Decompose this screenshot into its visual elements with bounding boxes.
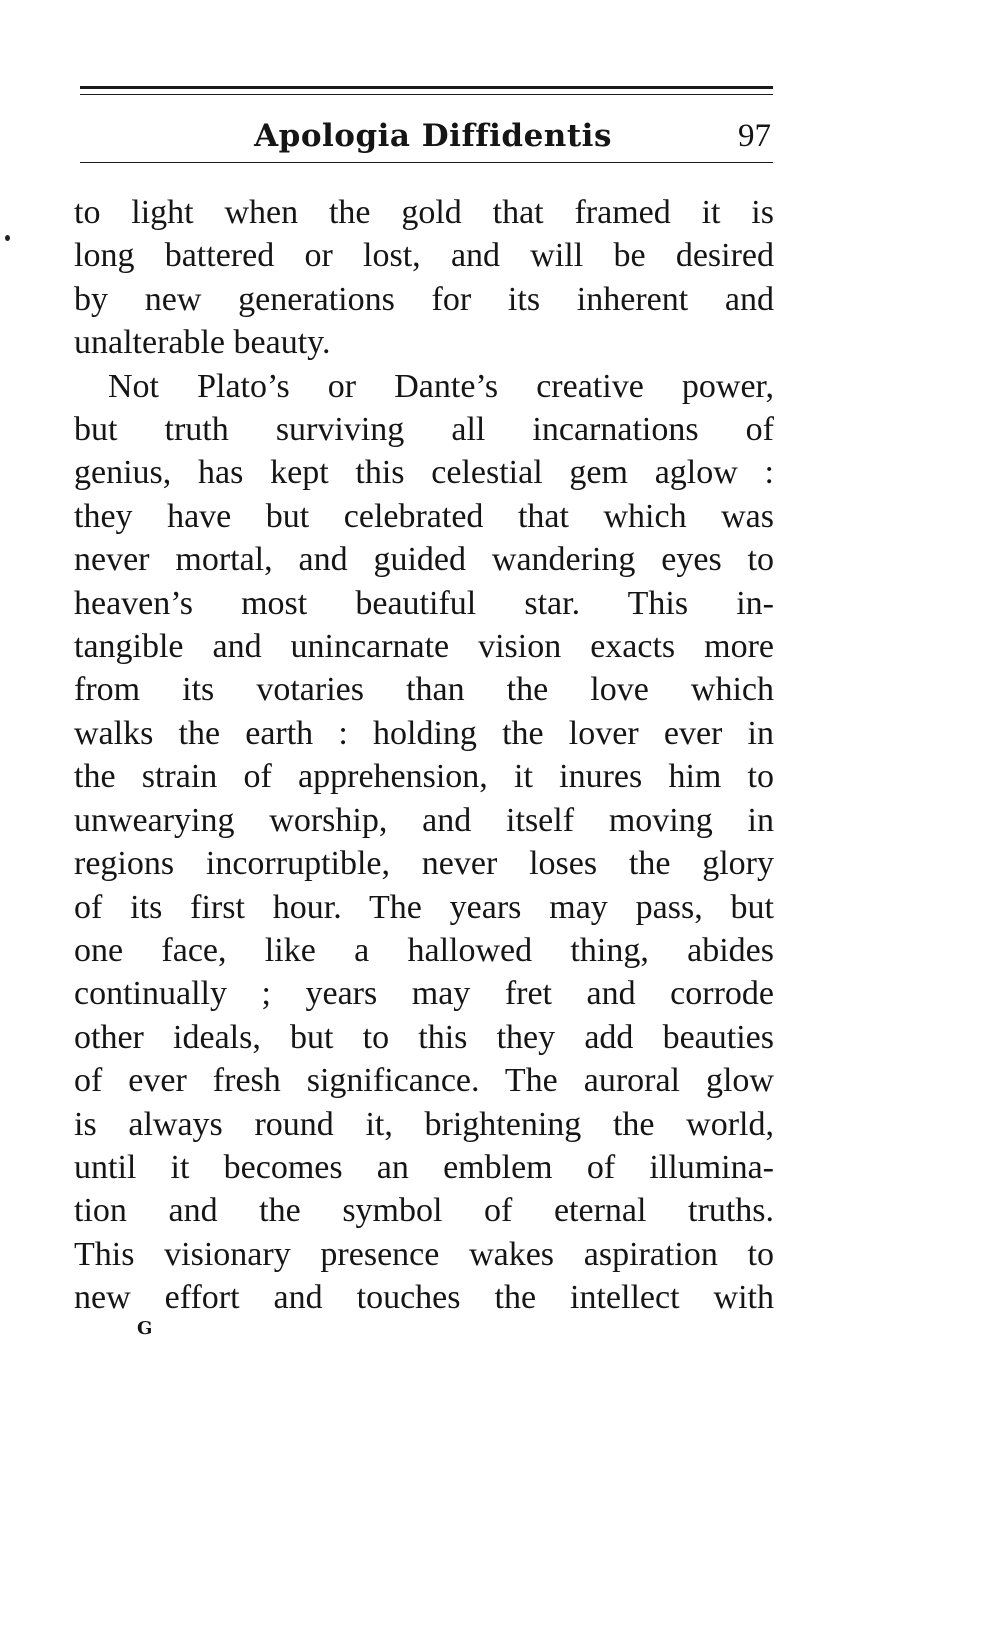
header-rule-thin-bottom: [80, 162, 773, 163]
text-line: new effort and touches the intellect with: [74, 1279, 774, 1317]
text-line: they have but celebrated that which was: [74, 497, 774, 535]
text-line: continually ; years may fret and corrode: [74, 975, 774, 1013]
text-line: until it becomes an emblem of illumina-: [74, 1148, 774, 1186]
text-line: of its first hour. The years may pass, but: [74, 888, 774, 926]
text-line: from its votaries than the love which: [74, 671, 774, 709]
header-rule-thick: [80, 86, 773, 89]
text-line: but truth surviving all incarnations of: [74, 411, 774, 449]
running-head: [80, 114, 773, 162]
text-line: Not Plato’s or Dante’s creative power,: [108, 367, 774, 405]
page-number: 97: [738, 118, 771, 154]
text-line: tion and the symbol of eternal truths.: [74, 1192, 774, 1230]
text-line: to light when the gold that framed it is: [74, 194, 774, 231]
text-line: is always round it, brightening the world,: [74, 1105, 774, 1143]
text-line: tangible and unincarnate vision exacts more: [74, 628, 774, 666]
text-line: long battered or lost, and will be desired: [74, 237, 774, 275]
text-line: This visionary presence wakes aspiration to: [74, 1235, 774, 1273]
text-line: other ideals, but to this they add beauties: [74, 1018, 774, 1056]
signature-mark: G: [137, 1318, 153, 1339]
text-line: the strain of apprehension, it inures him to: [74, 758, 774, 796]
text-line: by new generations for its inherent and: [74, 280, 774, 318]
body-text: [74, 191, 774, 1320]
running-title: Apologia Diffidentis: [254, 118, 612, 154]
text-line: never mortal, and guided wandering eyes to: [74, 541, 774, 579]
text-line: unalterable beauty.: [74, 324, 331, 362]
text-line: one face, like a hallowed thing, abides: [74, 931, 774, 969]
text-line: regions incorruptible, never loses the glory: [74, 845, 774, 883]
text-line: genius, has kept this celestial gem aglow :: [74, 454, 774, 492]
text-line: of ever fresh significance. The auroral glow: [74, 1062, 774, 1100]
paragraph-2: [74, 365, 774, 1320]
paragraph-1: [74, 191, 774, 365]
header-rule-thin-top: [80, 94, 773, 95]
text-line: unwearying worship, and itself moving in: [74, 801, 774, 839]
text-line: heaven’s most beautiful star. This in-: [74, 584, 774, 622]
text-line: walks the earth : holding the lover ever in: [74, 714, 774, 752]
margin-speck: [5, 235, 10, 241]
